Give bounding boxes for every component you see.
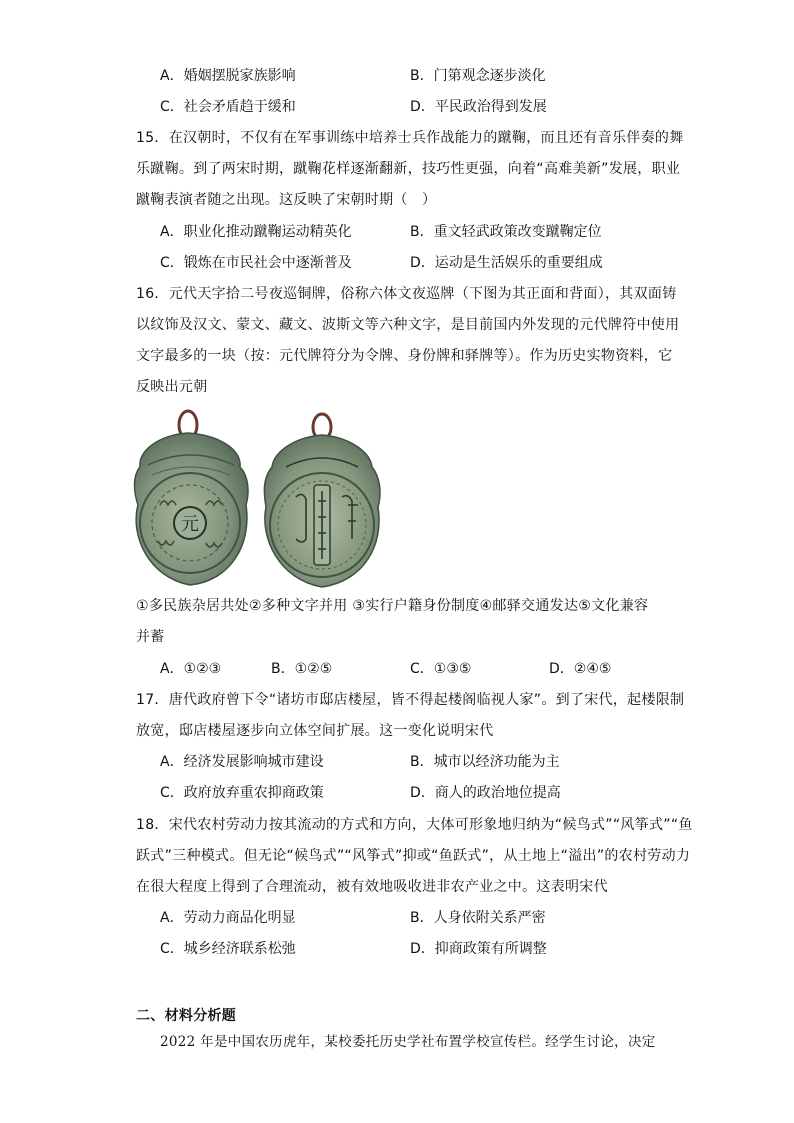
- q16-line-2: 以纹饰及汉文、蒙文、藏文、波斯文等六种文字，是目前国内外发现的元代牌符中使用: [136, 317, 680, 333]
- q18-line-3: 在很大程度上得到了合理流动，被有效地吸收进非农产业之中。这表明宋代: [136, 879, 608, 895]
- q15-option-a: A．职业化推动蹴鞠运动精英化: [160, 224, 352, 240]
- q15-option-c: C．锻炼在市民社会中逐渐普及: [160, 255, 352, 271]
- q17-option-c: C．政府放弃重农抑商政策: [160, 785, 324, 801]
- q14-option-c: C．社会矛盾趋于缓和: [160, 99, 296, 115]
- q17-option-d: D．商人的政治地位提高: [410, 785, 561, 801]
- q17-line-2: 放宽，邸店楼屋逐步向立体空间扩展。这一变化说明宋代: [136, 723, 494, 739]
- q18-line-2: 跃式”三种模式。但无论“候鸟式”“风筝式”抑或“鱼跃式”，从土地上“溢出”的农村劳动力: [136, 848, 691, 864]
- q15-line-3: 蹴鞠表演者随之出现。这反映了宋朝时期（ ）: [136, 192, 437, 208]
- q18-option-b: B．人身依附关系严密: [410, 910, 546, 926]
- q16-option-d: D．②④⑤: [549, 661, 612, 677]
- q18-line-1: 18．宋代农村劳动力按其流动的方式和方向，大体可形象地归纳为“候鸟式”“风筝式”“鱼: [136, 817, 693, 833]
- q18-option-a: A．劳动力商品化明显: [160, 910, 296, 926]
- q16-option-a: A．①②③: [160, 661, 222, 677]
- q16-option-b: B．①②⑤: [271, 661, 333, 677]
- section-heading: 二、材料分析题: [136, 1008, 237, 1024]
- q18-option-c: C．城乡经济联系松弛: [160, 941, 296, 957]
- medal-front-character: 元: [181, 514, 199, 535]
- q16-statements-line-2: 并蓄: [136, 629, 165, 645]
- q17-line-1: 17．唐代政府曾下令“诸坊市邸店楼屋，皆不得起楼阁临视人家”。到了宋代，起楼限制: [136, 692, 685, 708]
- q15-option-d: D．运动是生活娱乐的重要组成: [410, 255, 603, 271]
- medal-front-image: [130, 405, 254, 589]
- q14-option-d: D．平民政治得到发展: [410, 99, 547, 115]
- q14-option-a: A．婚姻摆脱家族影响: [160, 68, 296, 84]
- q16-statements-line-1: ①多民族杂居共处②多种文字并用 ③实行户籍身份制度④邮驿交通发达⑤文化兼容: [136, 598, 649, 614]
- q17-option-a: A．经济发展影响城市建设: [160, 754, 324, 770]
- section-material-line-1: 2022 年是中国农历虎年，某校委托历史学社布置学校宣传栏。经学生讨论，决定: [160, 1034, 656, 1050]
- q16-line-1: 16．元代天字拾二号夜巡铜牌，俗称六体文夜巡牌（下图为其正面和背面），其双面铸: [136, 286, 677, 302]
- medal-back-image: [256, 405, 386, 591]
- q17-option-b: B．城市以经济功能为主: [410, 754, 560, 770]
- q16-line-4: 反映出元朝: [136, 379, 208, 395]
- q14-option-b: B．门第观念逐步淡化: [410, 68, 546, 84]
- q16-line-3: 文字最多的一块（按：元代牌符分为令牌、身份牌和驿牌等）。作为历史实物资料，它: [136, 348, 673, 364]
- q16-option-c: C．①③⑤: [410, 661, 472, 677]
- q15-line-2: 乐蹴鞠。到了两宋时期，蹴鞠花样逐渐翻新，技巧性更强，向着“高难美新”发展，职业: [136, 161, 681, 177]
- q15-line-1: 15．在汉朝时，不仅有在军事训练中培养士兵作战能力的蹴鞠，而且还有音乐伴奏的舞: [136, 130, 684, 146]
- q15-option-b: B．重文轻武政策改变蹴鞠定位: [410, 224, 602, 240]
- q18-option-d: D．抑商政策有所调整: [410, 941, 547, 957]
